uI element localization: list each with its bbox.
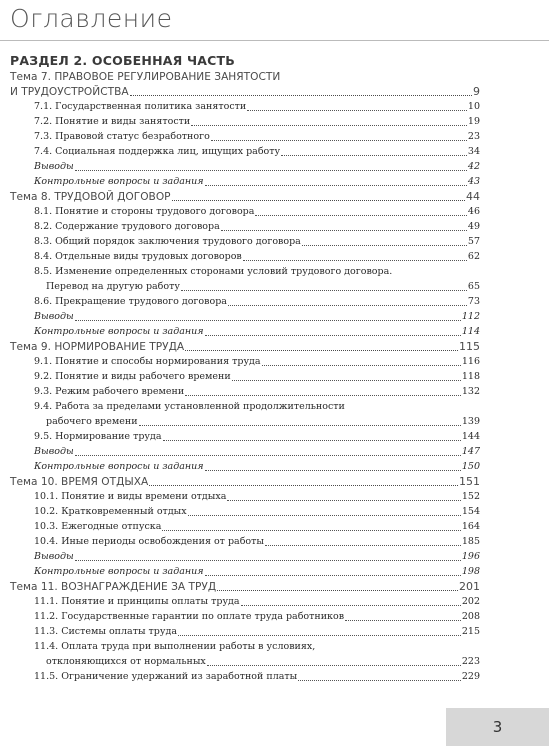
dot-leader: [205, 334, 461, 336]
toc-entry[interactable]: [10, 459, 480, 474]
toc-entry-label: Контрольные вопросы и задания: [34, 461, 204, 472]
toc-entry-page: 42: [467, 161, 480, 172]
toc-entry[interactable]: [10, 444, 480, 459]
toc-entry-page: 116: [461, 356, 480, 367]
dot-leader: [191, 124, 467, 126]
toc-entry-label: Выводы: [34, 161, 74, 172]
toc-entry-page: 23: [467, 131, 480, 142]
toc-entry[interactable]: [10, 354, 480, 369]
toc-theme-entry[interactable]: [10, 579, 480, 594]
toc-entry-label: Контрольные вопросы и задания: [34, 326, 204, 337]
toc-theme-entry[interactable]: [10, 71, 480, 84]
dot-leader: [243, 259, 467, 261]
toc-entry[interactable]: [10, 594, 480, 609]
toc-entry-label: Тема 9. НОРМИРОВАНИЕ ТРУДА: [10, 341, 185, 353]
toc-entry[interactable]: [10, 504, 480, 519]
toc-entry-label: 7.2. Понятие и виды занятости: [34, 116, 191, 127]
dot-leader: [281, 154, 467, 156]
toc-entry-label: 10.2. Кратковременный отдых: [34, 506, 187, 517]
dot-leader: [139, 424, 461, 426]
toc-entry-page: 185: [461, 536, 480, 547]
toc-entry[interactable]: [10, 294, 480, 309]
toc-entry-page: 196: [461, 551, 480, 562]
toc-entry[interactable]: [10, 204, 480, 219]
toc-entry-label: Выводы: [34, 551, 74, 562]
dot-leader: [345, 619, 461, 621]
dot-leader: [298, 679, 461, 681]
toc-entry-label: рабочего времени: [46, 416, 138, 427]
toc-entry-page: 139: [461, 416, 480, 427]
toc-entry-page: 154: [461, 506, 480, 517]
toc-entry-page: 19: [467, 116, 480, 127]
toc-entry-page: 57: [467, 236, 480, 247]
dot-leader: [241, 604, 461, 606]
toc-entry-page: 152: [461, 491, 480, 502]
toc-entry[interactable]: [10, 414, 480, 429]
toc-entry-label: Контрольные вопросы и задания: [34, 176, 204, 187]
toc-entry-label: И ТРУДОУСТРОЙСТВА: [10, 86, 129, 98]
dot-leader: [130, 94, 472, 96]
dot-leader: [232, 379, 461, 381]
toc-entry-label: Контрольные вопросы и задания: [34, 566, 204, 577]
toc-theme-entry[interactable]: [10, 474, 480, 489]
toc-entry-label: 11.2. Государственные гарантии по оплате труда работников: [34, 611, 345, 622]
toc-entry[interactable]: [10, 249, 480, 264]
toc-entry-label: 8.2. Содержание трудового договора: [34, 221, 220, 232]
toc-entry-label: Выводы: [34, 446, 74, 457]
dot-leader: [262, 364, 461, 366]
toc-entry-label: 7.1. Государственная политика занятости: [34, 101, 247, 112]
toc-entry[interactable]: [10, 264, 480, 279]
toc-entry-label: 8.3. Общий порядок заключения трудового договора: [34, 236, 301, 247]
toc-theme-entry[interactable]: [10, 339, 480, 354]
dot-leader: [149, 484, 458, 486]
dot-leader: [185, 349, 458, 351]
dot-leader: [205, 574, 461, 576]
toc-entry-label: 9.5. Нормирование труда: [34, 431, 162, 442]
page-number: 3: [446, 708, 549, 746]
toc-entry-page: 202: [461, 596, 480, 607]
toc-entry-label: 11.5. Ограничение удержаний из заработной платы: [34, 671, 298, 682]
toc-entry-page: 10: [467, 101, 480, 112]
toc-entry[interactable]: [10, 669, 480, 684]
toc-entry[interactable]: [10, 219, 480, 234]
dot-leader: [205, 469, 461, 471]
toc-entry-label: Выводы: [34, 311, 74, 322]
toc-entry[interactable]: [10, 99, 480, 114]
toc-entry-label: 11.1. Понятие и принципы оплаты труда: [34, 596, 240, 607]
table-of-contents: [10, 71, 480, 684]
toc-entry[interactable]: [10, 279, 480, 294]
toc-entry-page: 49: [467, 221, 480, 232]
toc-entry-page: 151: [459, 475, 480, 488]
toc-entry-page: 201: [459, 580, 480, 593]
toc-theme-entry[interactable]: [10, 189, 480, 204]
toc-entry-label: Тема 11. ВОЗНАГРАЖДЕНИЕ ЗА ТРУД: [10, 581, 217, 593]
dot-leader: [302, 244, 467, 246]
toc-entry[interactable]: [10, 174, 480, 189]
toc-entry-label: Перевод на другую работу: [46, 281, 180, 292]
toc-entry-label: 11.4. Оплата труда при выполнении работы в условиях,: [34, 641, 316, 652]
toc-entry-page: 147: [461, 446, 480, 457]
dot-leader: [75, 454, 461, 456]
title-divider: [0, 40, 549, 41]
toc-entry-page: 34: [467, 146, 480, 157]
toc-entry[interactable]: [10, 114, 480, 129]
toc-entry-label: 9.3. Режим рабочего времени: [34, 386, 185, 397]
toc-entry[interactable]: [10, 609, 480, 624]
toc-entry-label: Тема 10. ВРЕМЯ ОТДЫХА: [10, 476, 149, 488]
toc-entry-label: 9.2. Понятие и виды рабочего времени: [34, 371, 231, 382]
toc-entry[interactable]: [10, 564, 480, 579]
toc-entry-label: 10.3. Ежегодные отпуска: [34, 521, 162, 532]
toc-entry[interactable]: [10, 384, 480, 399]
toc-entry-label: 8.5. Изменение определенных сторонами условий трудового договора.: [34, 266, 393, 277]
dot-leader: [181, 289, 467, 291]
dot-leader: [75, 319, 461, 321]
dot-leader: [228, 304, 467, 306]
toc-entry[interactable]: [10, 234, 480, 249]
dot-leader: [247, 109, 467, 111]
dot-leader: [178, 634, 461, 636]
toc-entry-page: 62: [467, 251, 480, 262]
toc-entry-label: Тема 8. ТРУДОВОЙ ДОГОВОР: [10, 191, 171, 203]
dot-leader: [227, 499, 460, 501]
dot-leader: [217, 589, 458, 591]
toc-entry-page: 144: [461, 431, 480, 442]
toc-entry[interactable]: [10, 324, 480, 339]
toc-entry-page: 46: [467, 206, 480, 217]
section-heading: РАЗДЕЛ 2. ОСОБЕННАЯ ЧАСТЬ: [10, 53, 235, 68]
toc-entry-label: 8.4. Отдельные виды трудовых договоров: [34, 251, 242, 262]
toc-entry[interactable]: [10, 654, 480, 669]
toc-entry-label: 9.4. Работа за пределами установленной продолжительности: [34, 401, 345, 412]
dot-leader: [255, 214, 466, 216]
toc-entry[interactable]: [10, 534, 480, 549]
toc-entry-page: 132: [461, 386, 480, 397]
dot-leader: [211, 139, 467, 141]
toc-entry-page: 44: [466, 190, 480, 203]
toc-entry-page: 164: [461, 521, 480, 532]
toc-entry-page: 112: [461, 311, 480, 322]
toc-entry-label: 10.4. Иные периоды освобождения от работы: [34, 536, 264, 547]
toc-entry-page: 118: [461, 371, 480, 382]
toc-entry-page: 114: [461, 326, 480, 337]
page-title: Оглавление: [10, 4, 173, 33]
toc-entry[interactable]: [10, 519, 480, 534]
toc-entry-page: 73: [467, 296, 480, 307]
toc-entry-label: 9.1. Понятие и способы нормирования труда: [34, 356, 261, 367]
toc-entry-page: 198: [461, 566, 480, 577]
toc-entry[interactable]: [10, 129, 480, 144]
toc-entry-label: 8.1. Понятие и стороны трудового договора: [34, 206, 255, 217]
dot-leader: [185, 394, 461, 396]
dot-leader: [265, 544, 461, 546]
toc-entry-label: 7.3. Правовой статус безработного: [34, 131, 210, 142]
toc-entry[interactable]: [10, 309, 480, 324]
toc-entry-label: отклоняющихся от нормальных: [46, 656, 206, 667]
dot-leader: [163, 439, 461, 441]
dot-leader: [162, 529, 460, 531]
toc-entry-label: 7.4. Социальная поддержка лиц, ищущих работу: [34, 146, 281, 157]
toc-entry[interactable]: [10, 369, 480, 384]
toc-entry-label: Тема 7. ПРАВОВОЕ РЕГУЛИРОВАНИЕ ЗАНЯТОСТИ: [10, 71, 281, 83]
toc-entry-page: 115: [459, 340, 480, 353]
toc-entry-label: 8.6. Прекращение трудового договора: [34, 296, 227, 307]
toc-entry-page: 229: [461, 671, 480, 682]
dot-leader: [205, 184, 467, 186]
toc-entry-page: 9: [473, 85, 480, 98]
dot-leader: [75, 559, 461, 561]
toc-entry[interactable]: [10, 144, 480, 159]
toc-entry[interactable]: [10, 624, 480, 639]
toc-entry-page: 150: [461, 461, 480, 472]
toc-entry-page: 223: [461, 656, 480, 667]
toc-entry-page: 215: [461, 626, 480, 637]
dot-leader: [188, 514, 461, 516]
toc-entry-label: 11.3. Системы оплаты труда: [34, 626, 177, 637]
toc-entry-page: 208: [461, 611, 480, 622]
toc-entry-page: 43: [467, 176, 480, 187]
dot-leader: [221, 229, 467, 231]
toc-entry[interactable]: [10, 489, 480, 504]
toc-entry[interactable]: [10, 429, 480, 444]
dot-leader: [75, 169, 467, 171]
toc-theme-entry[interactable]: [10, 84, 480, 99]
toc-entry[interactable]: [10, 399, 480, 414]
dot-leader: [172, 199, 465, 201]
toc-entry[interactable]: [10, 639, 480, 654]
toc-entry[interactable]: [10, 159, 480, 174]
toc-entry-page: 65: [467, 281, 480, 292]
toc-entry[interactable]: [10, 549, 480, 564]
dot-leader: [207, 664, 461, 666]
toc-entry-label: 10.1. Понятие и виды времени отдыха: [34, 491, 227, 502]
